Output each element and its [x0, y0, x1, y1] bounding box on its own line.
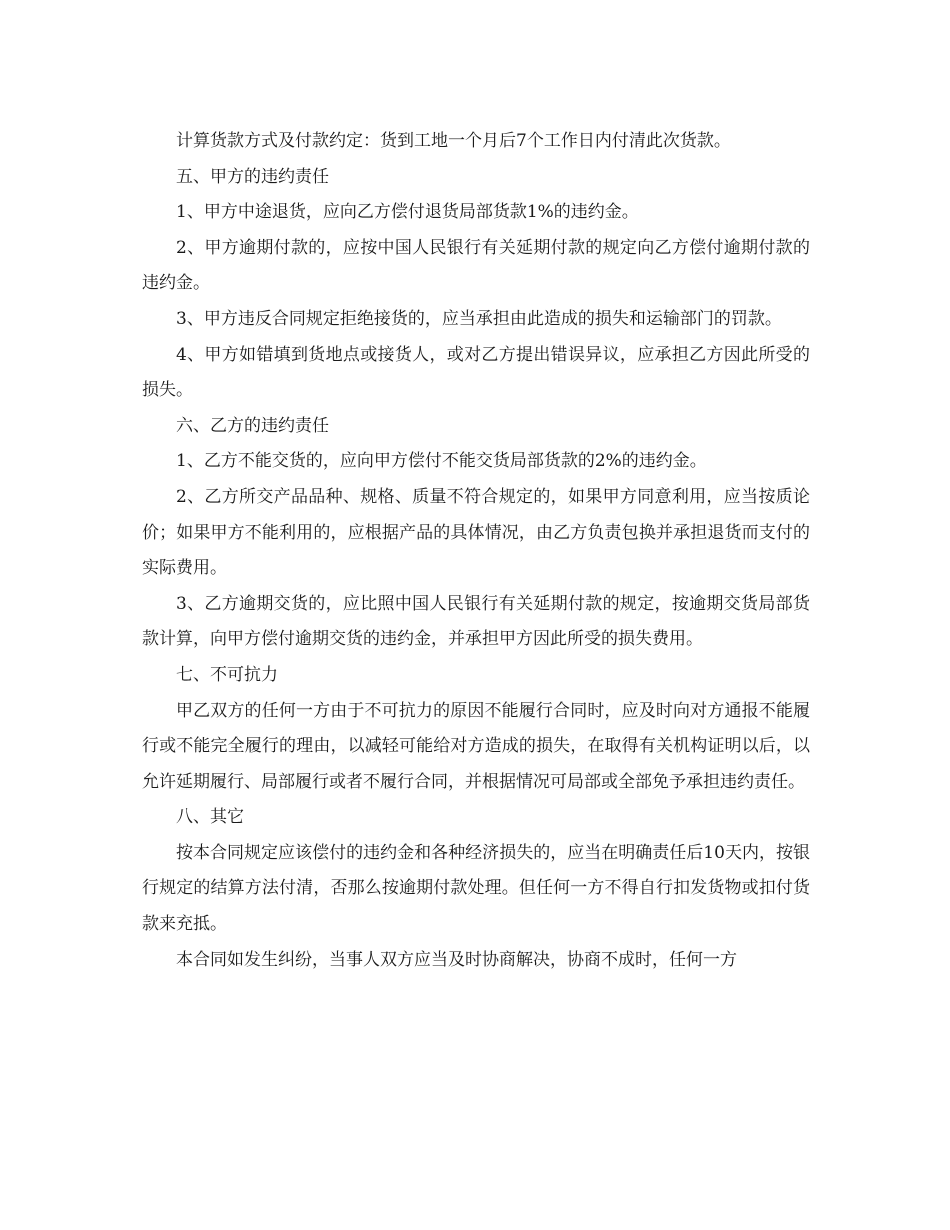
clause-b-1: 1、乙方不能交货的，应向甲方偿付不能交货局部货款的2%的违约金。: [176, 451, 707, 472]
clause-a-4: 4、甲方如错填到货地点或接货人，或对乙方提出错误异议，应承担乙方因此所受的损失。: [142, 344, 810, 401]
section-heading-party-b-breach: 六、乙方的违约责任: [176, 415, 329, 436]
section-heading-other: 八、其它: [176, 807, 244, 828]
document-page: [142, 124, 810, 978]
other-paragraph-2: 本合同如发生纠纷，当事人双方应当及时协商解决，协商不成时，任何一方: [176, 949, 737, 970]
force-majeure-paragraph: 甲乙双方的任何一方由于不可抗力的原因不能履行合同时，应及时向对方通报不能履行或不能完全履行的理由，以减轻可能给对方造成的损失，在取得有关机构证明以后，以允许延期履行、局部履行或者不履行合同，并根据情况可局部或全部免予承担违约责任。: [142, 700, 810, 792]
clause-a-3: 3、甲方违反合同规定拒绝接货的，应当承担由此造成的损失和运输部门的罚款。: [176, 308, 782, 329]
clause-a-1: 1、甲方中途退货，应向乙方偿付退货局部货款1%的违约金。: [176, 202, 639, 223]
clause-b-2: 2、乙方所交产品品种、规格、质量不符合规定的，如果甲方同意利用，应当按质论价；如果甲方不能利用的，应根据产品的具体情况，由乙方负责包换并承担退货而支付的实际费用。: [142, 486, 810, 579]
section-heading-party-a-breach: 五、甲方的违约责任: [176, 166, 329, 187]
clause-a-2: 2、甲方逾期付款的，应按中国人民银行有关延期付款的规定向乙方偿付逾期付款的违约金。: [142, 237, 810, 294]
clause-b-3: 3、乙方逾期交货的，应比照中国人民银行有关延期付款的规定，按逾期交货局部货款计算，向甲方偿付逾期交货的违约金，并承担甲方因此所受的损失费用。: [142, 593, 810, 650]
payment-terms-paragraph: 计算货款方式及付款约定：货到工地一个月后7个工作日内付清此次货款。: [176, 131, 731, 151]
section-heading-force-majeure: 七、不可抗力: [176, 664, 278, 685]
other-paragraph-1: 按本合同规定应该偿付的违约金和各种经济损失的，应当在明确责任后10天内，按银行规定的结算方法付清，否那么按逾期付款处理。但任何一方不得自行扣发货物或扣付货款来充抵。: [142, 842, 810, 935]
